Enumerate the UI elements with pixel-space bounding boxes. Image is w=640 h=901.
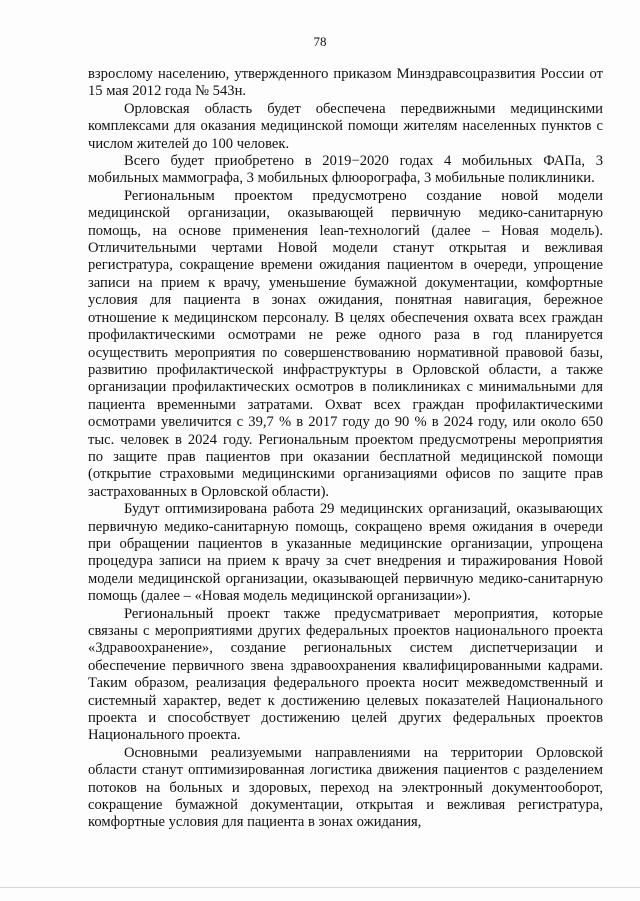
paragraph-continuation: взрослому населению, утвержденного приказом Минздравсоцразвития России от 15 мая 2012 года № 543н.: [88, 66, 603, 100]
page-number: 78: [313, 34, 327, 49]
paragraph-mobile-complexes: Орловская область будет обеспечена передвижными медицинскими комплексами для оказания медицинской помощи жителям населенных пунктов с числом жителей до 100 человек.: [88, 100, 603, 152]
page-bottom-divider: [0, 887, 640, 888]
paragraph-new-model: Региональным проектом предусмотрено создание новой модели медицинской организации, оказывающей первичную медико-санитарную помощь, на основе применения lean-технологий (далее – Новая модель). Отличительными чертами Новой модели станут открытая и вежливая регистратура, сокращение времени ожидания пациентом в очереди, упрощение записи на прием к врачу, уменьшение бумажной документации, комфортные условия для пациента в зонах ожидания, понятная навигация, бережное отношение к медицинском персоналу. В целях обеспечения охвата всех граждан профилактическими осмотрами не реже одного раза в год планируется осуществить мероприятия по совершенствованию нормативной правовой базы, развитию профилактической инфраструктуры в Орловской области, а также организации профилактических осмотров в поликлиниках с минимальными для пациента временными затратами. Охват всех граждан профилактическими осмотрами увеличится с 39,7 % в 2017 году до 90 % в 2024 году, или около 650 тыс. человек в 2024 году. Региональным проектом предусмотрены мероприятия по защите прав пациентов при оказании бесплатной медицинской помощи (открытие страховыми медицинскими организациями офисов по защите прав застрахованных в Орловской области).: [88, 187, 603, 500]
document-body: [88, 66, 603, 832]
paragraph-main-directions: Основными реализуемыми направлениями на территории Орловской области станут оптимизированная логистика движения пациентов с разделением потоков на больных и здоровых, переход на электронный документооборот, сокращение бумажной документации, открытая и вежливая регистратура, комфортные условия для пациента в зонах ожидания,: [88, 744, 603, 831]
paragraph-mobile-purchases: Всего будет приобретено в 2019−2020 годах 4 мобильных ФАПа, 3 мобильных маммографа, 3 мобильных флюорографа, 3 мобильные поликлиники.: [88, 153, 603, 187]
paragraph-optimization: Будут оптимизирована работа 29 медицинских организаций, оказывающих первичную медико-санитарную помощь, сокращено время ожидания в очереди при обращении пациентов в указанные медицинские организации, упрощена процедура записи на прием к врачу за счет внедрения и тиражирования Новой модели медицинской организации, оказывающей первичную медико-санитарную помощь (далее – «Новая модель медицинской организации»).: [88, 501, 603, 605]
paragraph-related-projects: Региональный проект также предусматривает мероприятия, которые связаны с мероприятиями других федеральных проектов национального проекта «Здравоохранение», создание региональных систем диспетчеризации и обеспечение первичного звена здравоохранения квалифицированными кадрами. Таким образом, реализация федерального проекта носит межведомственный и системный характер, ведет к достижению целевых показателей Национального проекта и способствует достижению целей других федеральных проектов Национального проекта.: [88, 605, 603, 744]
